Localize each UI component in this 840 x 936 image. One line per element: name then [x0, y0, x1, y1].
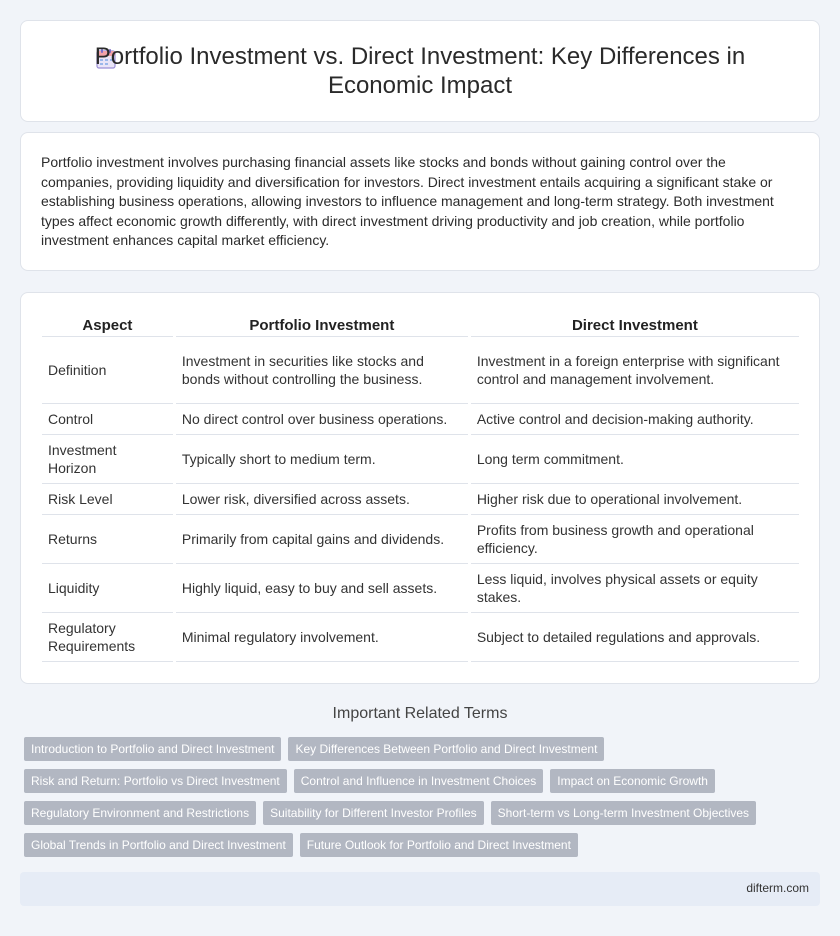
table-header-row: [42, 313, 799, 337]
cell-portfolio: Minimal regulatory involvement.: [176, 613, 468, 662]
cell-portfolio: Highly liquid, easy to buy and sell assets.: [176, 564, 468, 613]
table-row: [42, 515, 799, 564]
tag-row: [24, 737, 824, 761]
related-terms-list: [24, 737, 824, 865]
footer: [20, 872, 820, 906]
table-row: [42, 484, 799, 515]
tag-row: [24, 769, 824, 793]
related-term-link[interactable]: Key Differences Between Portfolio and Direct Investment: [288, 737, 604, 761]
cell-aspect: Regulatory Requirements: [42, 613, 173, 662]
header-card: [20, 20, 820, 122]
related-term-link[interactable]: Introduction to Portfolio and Direct Investment: [24, 737, 281, 761]
cell-direct: Long term commitment.: [471, 435, 799, 484]
table-row: [42, 613, 799, 662]
related-term-link[interactable]: Short-term vs Long-term Investment Objectives: [491, 801, 756, 825]
cell-aspect: Definition: [42, 337, 173, 404]
header-aspect: Aspect: [42, 313, 173, 337]
cell-portfolio: Lower risk, diversified across assets.: [176, 484, 468, 515]
related-term-link[interactable]: Regulatory Environment and Restrictions: [24, 801, 256, 825]
header-direct: Direct Investment: [471, 313, 799, 337]
cell-portfolio: No direct control over business operations.: [176, 404, 468, 435]
table-row: [42, 564, 799, 613]
header-portfolio: Portfolio Investment: [176, 313, 468, 337]
intro-card: [20, 132, 820, 271]
intro-paragraph: Portfolio investment involves purchasing financial assets like stocks and bonds without gaining control over the companies, providing liquidity and diversification for investors. Direct investment entails acquiring a significant stake or establishing business operations, allowing investors to influence management and long-term strategy. Both investment types affect economic growth differently, with direct investment driving productivity and job creation, while portfolio investment enhances capital market efficiency.: [41, 154, 774, 249]
comparison-table: [42, 313, 799, 662]
footer-site-link[interactable]: difterm.com: [746, 881, 809, 895]
tag-row: [24, 801, 824, 825]
cell-portfolio: Typically short to medium term.: [176, 435, 468, 484]
cell-aspect: Risk Level: [42, 484, 173, 515]
page-title: Portfolio Investment vs. Direct Investment: Key Differences in Economic Impact: [94, 43, 746, 99]
cell-portfolio: Investment in securities like stocks and bonds without controlling the business.: [176, 337, 468, 404]
related-term-link[interactable]: Control and Influence in Investment Choices: [294, 769, 543, 793]
cell-aspect: Returns: [42, 515, 173, 564]
cell-direct: Profits from business growth and operational efficiency.: [471, 515, 799, 564]
related-term-link[interactable]: Impact on Economic Growth: [550, 769, 715, 793]
cell-direct: Less liquid, involves physical assets or equity stakes.: [471, 564, 799, 613]
cell-direct: Active control and decision-making authority.: [471, 404, 799, 435]
cell-direct: Investment in a foreign enterprise with significant control and management involvement.: [471, 337, 799, 404]
cell-aspect: Investment Horizon: [42, 435, 173, 484]
related-term-link[interactable]: Risk and Return: Portfolio vs Direct Investment: [24, 769, 287, 793]
table-row: [42, 404, 799, 435]
related-term-link[interactable]: Global Trends in Portfolio and Direct Investment: [24, 833, 293, 857]
related-terms-title: Important Related Terms: [332, 705, 508, 722]
cell-aspect: Liquidity: [42, 564, 173, 613]
cell-direct: Higher risk due to operational involvement.: [471, 484, 799, 515]
table-row: [42, 337, 799, 404]
related-term-link[interactable]: Future Outlook for Portfolio and Direct Investment: [300, 833, 578, 857]
cell-direct: Subject to detailed regulations and approvals.: [471, 613, 799, 662]
cell-aspect: Control: [42, 404, 173, 435]
cell-portfolio: Primarily from capital gains and dividends.: [176, 515, 468, 564]
tag-row: [24, 833, 824, 857]
comparison-card: [20, 292, 820, 684]
related-term-link[interactable]: Suitability for Different Investor Profiles: [263, 801, 484, 825]
table-row: [42, 435, 799, 484]
